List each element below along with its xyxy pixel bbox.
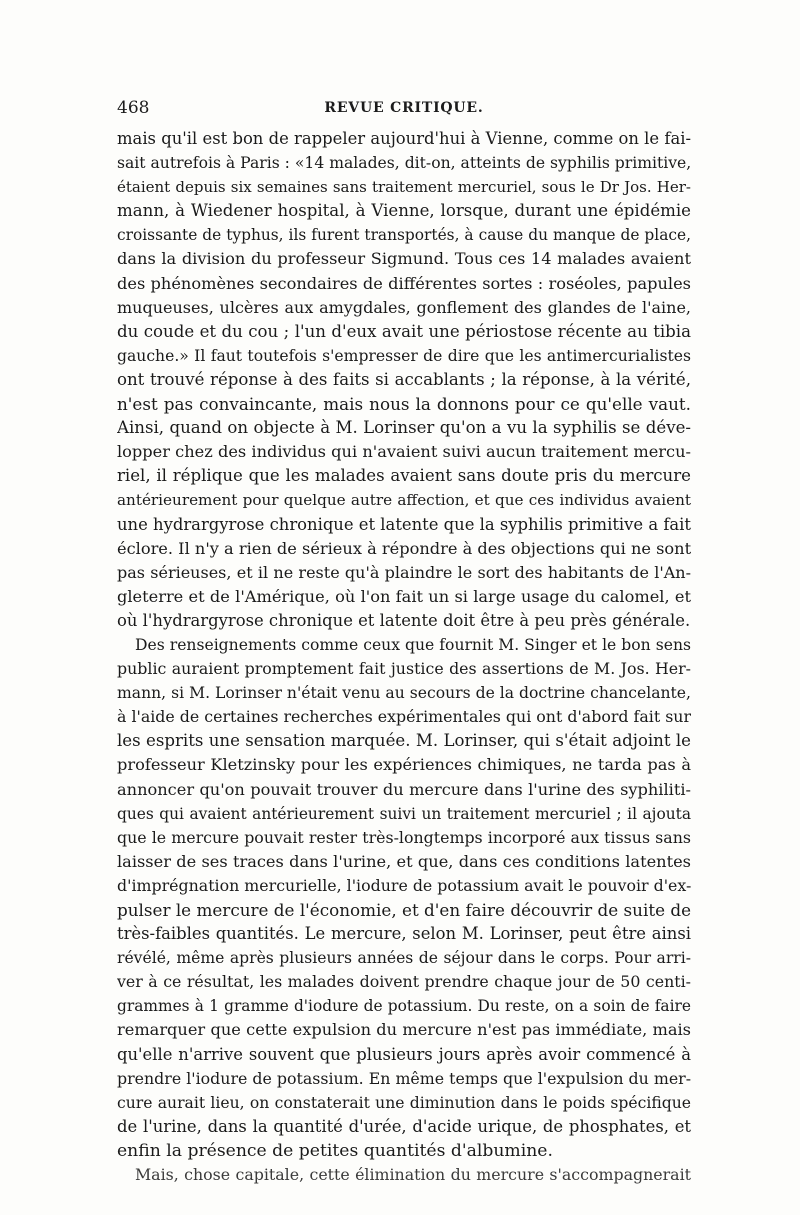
paragraph-start-line: Des renseignements comme ceux que fournit M. Singer et le bon sens xyxy=(135,635,691,654)
text-line: professeur Kletzinsky pour les expériences chimiques, ne tarda pas à xyxy=(117,755,691,775)
text-line: cure aurait lieu, on constaterait une diminution dans le poids spécifique xyxy=(117,1093,691,1112)
text-line: mann, à Wiedener hospital, à Vienne, lorsque, durant une épidémie xyxy=(117,201,691,221)
text-line: pulser le mercure de l'économie, et d'en faire découvrir de suite de xyxy=(117,900,691,920)
body-text xyxy=(117,127,691,1187)
text-line: public auraient promptement fait justice des assertions de M. Jos. Her- xyxy=(117,659,691,679)
text-line: muqueuses, ulcères aux amygdales, gonflement des glandes de l'aine, xyxy=(117,297,691,317)
text-line: annoncer qu'on pouvait trouver du mercure dans l'urine des syphiliti- xyxy=(117,779,691,799)
text-line: étaient depuis six semaines sans traitement mercuriel, sous le Dr Jos. Her- xyxy=(117,178,691,197)
text-line: ver à ce résultat, les malades doivent prendre chaque jour de 50 centi- xyxy=(117,972,691,992)
text-line: de l'urine, dans la quantité d'urée, d'acide urique, de phosphates, et xyxy=(117,1116,691,1136)
paragraph-start-line: Mais, chose capitale, cette élimination du mercure s'accompagnerait xyxy=(135,1165,691,1185)
text-line: les esprits une sensation marquée. M. Lorinser, qui s'était adjoint le xyxy=(117,731,691,751)
text-line: gleterre et de l'Amérique, où l'on fait un si large usage du calomel, et xyxy=(117,586,691,606)
text-line: où l'hydrargyrose chronique et latente doit être à peu près générale. xyxy=(117,610,691,630)
text-line: éclore. Il n'y a rien de sérieux à répondre à des objections qui ne sont xyxy=(117,538,691,558)
page-number: 468 xyxy=(117,98,150,118)
text-line: révélé, même après plusieurs années de séjour dans le corps. Pour arri- xyxy=(117,949,691,968)
text-line: lopper chez des individus qui n'avaient suivi aucun traitement mercu- xyxy=(117,442,691,462)
text-line: antérieurement pour quelque autre affection, et que ces individus avaient xyxy=(117,491,691,510)
running-title: REVUE CRITIQUE. xyxy=(324,100,484,116)
text-line: sait autrefois à Paris : «14 malades, dit-on, atteints de syphilis primitive, xyxy=(117,154,691,173)
text-line: mann, si M. Lorinser n'était venu au secours de la doctrine chancelante, xyxy=(117,684,691,703)
text-line: croissante de typhus, ils furent transportés, à cause du manque de place, xyxy=(117,226,691,245)
text-line: à l'aide de certaines recherches expérimentales qui ont d'abord fait sur xyxy=(117,707,691,727)
text-line: prendre l'iodure de potassium. En même temps que l'expulsion du mer- xyxy=(117,1068,691,1088)
text-line: gauche.» Il faut toutefois s'empresser de dire que les antimercurialistes xyxy=(117,346,691,365)
text-line: que le mercure pouvait rester très-longtemps incorporé aux tissus sans xyxy=(117,827,691,847)
text-line: laisser de ses traces dans l'urine, et que, dans ces conditions latentes xyxy=(117,851,691,871)
text-line: ques qui avaient antérieurement suivi un traitement mercuriel ; il ajouta xyxy=(117,804,691,823)
text-line: n'est pas convaincante, mais nous la donnons pour ce qu'elle vaut. xyxy=(117,394,691,415)
text-line: très-faibles quantités. Le mercure, selon M. Lorinser, peut être ainsi xyxy=(117,924,691,944)
text-line: dans la division du professeur Sigmund. Tous ces 14 malades avaient xyxy=(117,249,691,269)
text-line: mais qu'il est bon de rappeler aujourd'hui à Vienne, comme on le fai- xyxy=(117,129,691,148)
text-line: Ainsi, quand on objecte à M. Lorinser qu'on a vu la syphilis se déve- xyxy=(117,418,691,438)
text-line: une hydrargyrose chronique et latente que la syphilis primitive a fait xyxy=(117,514,691,534)
text-line: du coude et du cou ; l'un d'eux avait une périostose récente au tibia xyxy=(117,321,691,341)
text-line: riel, il réplique que les malades avaient sans doute pris du mercure xyxy=(117,466,691,486)
text-line: pas sérieuses, et il ne reste qu'à plaindre le sort des habitants de l'An- xyxy=(117,562,691,582)
text-line: ont trouvé réponse à des faits si accablants ; la réponse, à la vérité, xyxy=(117,369,691,389)
running-head xyxy=(117,98,691,122)
text-line: enfin la présence de petites quantités d'albumine. xyxy=(117,1140,553,1161)
text-line: grammes à 1 gramme d'iodure de potassium. Du reste, on a soin de faire xyxy=(117,997,691,1016)
text-line: d'imprégnation mercurielle, l'iodure de potassium avait le pouvoir d'ex- xyxy=(117,875,691,895)
text-line: remarquer que cette expulsion du mercure n'est pas immédiate, mais xyxy=(117,1020,691,1040)
text-line: des phénomènes secondaires de différentes sortes : roséoles, papules xyxy=(117,273,691,293)
text-line: qu'elle n'arrive souvent que plusieurs jours après avoir commencé à xyxy=(117,1044,691,1064)
